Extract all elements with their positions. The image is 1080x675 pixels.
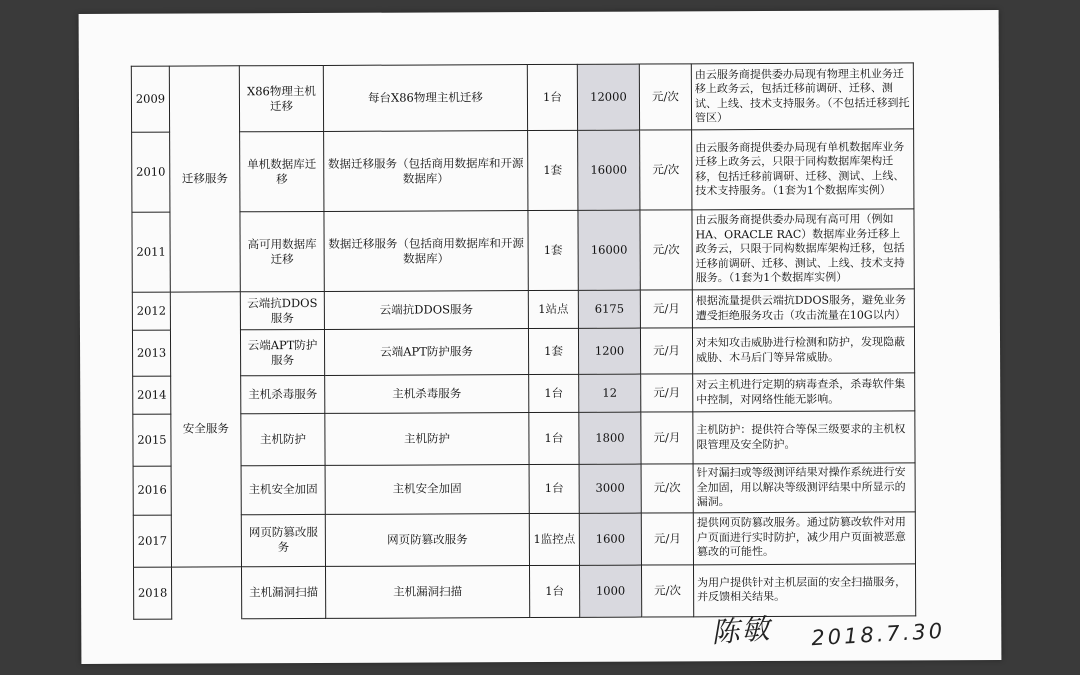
service-content: 主机杀毒服务 [325, 375, 529, 414]
price-period: 元/月 [641, 412, 693, 464]
row-code: 2011 [132, 212, 170, 292]
service-price: 16000 [578, 210, 640, 290]
service-unit: 1台 [529, 464, 579, 513]
table-row [132, 289, 914, 330]
price-period: 元/次 [640, 210, 692, 290]
service-price: 1800 [579, 412, 641, 464]
service-description: 由云服务商提供委办局现有高可用（例如HA、ORACLE RAC）数据库业务迁移上政务云，只限于同构数据库架构迁移，包括迁移前调研、迁移、测试、上线、技术支持服务。（1套为1个数据库实例） [692, 209, 914, 290]
service-content: 主机漏洞扫描 [325, 565, 529, 618]
table-row [132, 209, 914, 292]
service-unit: 1套 [528, 328, 578, 374]
service-price-table [131, 62, 916, 619]
handwritten-date: 2018.7.30 [810, 618, 946, 651]
service-content: 主机防护 [325, 413, 529, 466]
service-price: 1600 [579, 513, 641, 565]
service-name: 主机漏洞扫描 [241, 566, 325, 618]
row-code: 2015 [133, 414, 171, 466]
service-description: 根据流量提供云端抗DDOS服务，避免业务遭受拒绝服务攻击（攻击流量在10G以内） [692, 289, 914, 328]
service-name: 主机安全加固 [241, 465, 325, 514]
table-row [133, 511, 915, 566]
service-content: 主机安全加固 [325, 465, 529, 514]
price-period: 元/月 [640, 290, 692, 328]
service-name: 主机防护 [241, 413, 325, 465]
service-unit: 1台 [529, 565, 579, 617]
service-unit: 1站点 [528, 290, 578, 328]
service-description: 由云服务商提供委办局现有物理主机业务迁移上政务云，包括迁移前调研、迁移、测试、上线、技术支持服务。（不包括迁移到托管区） [691, 63, 913, 130]
service-content: 数据迁移服务（包括商用数据库和开源数据库） [324, 211, 528, 292]
row-code: 2009 [131, 66, 169, 132]
table-row [133, 411, 915, 466]
service-name: 云端APT防护服务 [240, 329, 324, 375]
service-unit: 1套 [528, 210, 578, 290]
table-row [131, 63, 913, 132]
service-name: X86物理主机迁移 [239, 65, 323, 131]
price-period: 元/月 [641, 374, 693, 412]
service-unit: 1台 [527, 64, 577, 130]
service-name: 网页防篡改服务 [241, 514, 325, 566]
service-price: 3000 [579, 464, 641, 513]
service-price: 12 [579, 374, 641, 412]
service-content: 数据迁移服务（包括商用数据库和开源数据库） [324, 131, 528, 212]
service-price: 6175 [578, 290, 640, 328]
service-description: 提供网页防篡改服务。通过防篡改软件对用户页面进行实时防护，减少用户页面被恶意篡改的可能性。 [693, 511, 915, 564]
price-period: 元/次 [641, 464, 693, 513]
service-description: 对未知攻击威胁进行检测和防护，发现隐蔽威胁、木马后门等异常威胁。 [692, 327, 914, 374]
service-price: 1200 [578, 328, 640, 374]
row-code: 2013 [132, 330, 170, 376]
row-code: 2010 [132, 132, 170, 212]
price-period: 元/次 [639, 64, 691, 130]
service-name: 高可用数据库迁移 [240, 211, 324, 291]
service-name: 云端抗DDOS服务 [240, 291, 324, 329]
service-price: 1000 [579, 565, 641, 617]
price-period: 元/月 [641, 512, 693, 564]
service-description: 主机防护：提供符合等保三级要求的主机权限管理及安全防护。 [693, 411, 915, 464]
service-content: 云端抗DDOS服务 [324, 291, 528, 330]
price-period: 元/次 [641, 564, 693, 616]
service-description: 由云服务商提供委办局现有单机数据库业务迁移上政务云，只限于同构数据库架构迁移，包括迁移前调研、迁移、测试、上线、技术支持服务。（1套为1个数据库实例） [692, 129, 914, 210]
table-row [133, 463, 915, 515]
service-description: 针对漏扫或等级测评结果对操作系统进行安全加固，用以解决等级测评结果中所显示的漏洞。 [693, 463, 915, 512]
service-content: 网页防篡改服务 [325, 513, 529, 566]
table-row [133, 373, 915, 414]
category-empty [171, 566, 241, 618]
service-description: 对云主机进行定期的病毒查杀，杀毒软件集中控制，对网络性能无影响。 [693, 373, 915, 412]
service-unit: 1套 [528, 130, 578, 210]
row-code: 2017 [133, 515, 171, 567]
service-unit: 1台 [529, 374, 579, 412]
table-row [132, 129, 914, 212]
service-content: 云端APT防护服务 [324, 329, 528, 376]
table-row [133, 563, 915, 618]
row-code: 2016 [133, 466, 171, 515]
scanned-page [79, 10, 1002, 664]
category-security: 安全服务 [170, 292, 241, 567]
row-code: 2014 [133, 376, 171, 414]
service-unit: 1台 [529, 412, 579, 464]
service-name: 主机杀毒服务 [241, 375, 325, 413]
service-name: 单机数据库迁移 [240, 131, 324, 211]
service-description: 为用户提供针对主机层面的安全扫描服务，并反馈相关结果。 [693, 563, 915, 616]
handwritten-signature: 陈敏 [710, 611, 773, 650]
price-period: 元/月 [640, 328, 692, 374]
service-price: 12000 [577, 64, 639, 130]
service-content: 每台X86物理主机迁移 [323, 65, 527, 132]
price-period: 元/次 [640, 130, 692, 210]
category-migration: 迁移服务 [169, 66, 240, 292]
service-price: 16000 [578, 130, 640, 210]
table-row [132, 327, 914, 376]
row-code: 2012 [132, 292, 170, 330]
row-code: 2018 [133, 567, 171, 619]
service-unit: 1监控点 [529, 513, 579, 565]
